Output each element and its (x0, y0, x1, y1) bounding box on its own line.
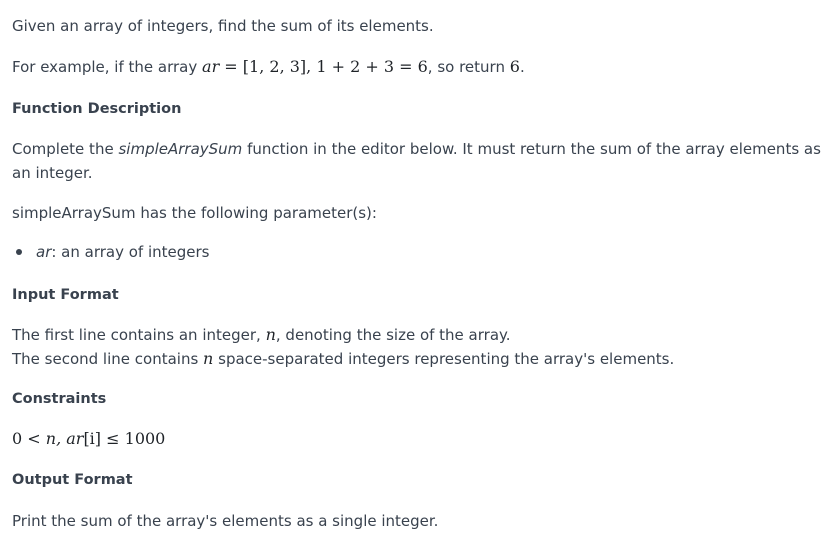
bullet-icon (16, 249, 22, 255)
example-mid: , so return (427, 58, 505, 76)
example-expr: 1 + 2 + 3 = 6 (316, 57, 428, 76)
function-description-text (12, 137, 826, 185)
example-prefix: For example, if the array (12, 58, 198, 76)
example-end: . (519, 58, 525, 76)
if2-var: n (203, 349, 214, 368)
constraint-vars: n, ar (45, 429, 84, 448)
example-eq: = (219, 57, 243, 76)
example-array: [1, 2, 3] (242, 57, 307, 76)
output-format-heading: Output Format (12, 472, 133, 488)
param-list-item (12, 240, 826, 264)
constraints-math (12, 427, 826, 451)
constraint-index: [i] (83, 429, 102, 448)
constraint-lhs: 0 < (12, 429, 41, 448)
example-return-value: 6 (509, 57, 520, 76)
if2-post: space-separated integers representing the array's elements. (218, 350, 675, 368)
if1-pre: The first line contains an integer, (12, 326, 261, 344)
example-sep: , (306, 57, 317, 76)
input-format-heading: Input Format (12, 287, 119, 303)
param-name: ar (36, 243, 52, 261)
input-format-line-2 (12, 347, 826, 371)
example-var: ar (202, 57, 220, 76)
fd-text-post: function in the editor below. It must return the sum of the array elements as an integer. (12, 140, 821, 182)
if1-var: n (265, 325, 276, 344)
intro-text: Given an array of integers, find the sum of its elements. (12, 17, 434, 35)
function-description-heading: Function Description (12, 101, 182, 117)
fd-function-name: simpleArraySum (118, 140, 243, 158)
constraints-heading: Constraints (12, 391, 107, 407)
example-line (12, 55, 826, 79)
if1-post: , denoting the size of the array. (275, 326, 511, 344)
param-desc: : an array of integers (51, 243, 210, 261)
example-math (202, 57, 428, 76)
constraint-rhs: ≤ 1000 (106, 429, 166, 448)
input-format-line-1 (12, 323, 826, 347)
output-format-text: Print the sum of the array's elements as a single integer. (12, 512, 439, 530)
params-intro: simpleArraySum has the following parameter(s): (12, 204, 377, 222)
if2-pre: The second line contains (12, 350, 199, 368)
fd-text-pre: Complete the (12, 140, 114, 158)
